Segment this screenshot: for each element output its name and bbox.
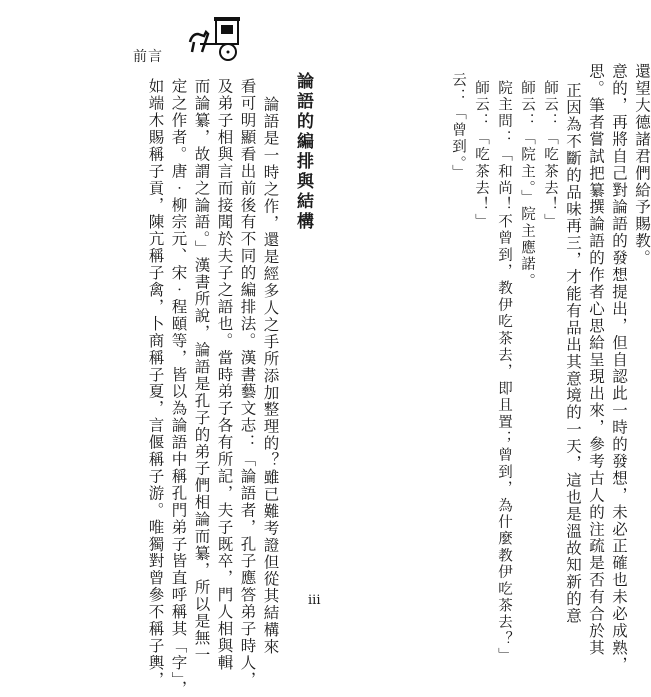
body-column: 如端木賜稱子貢，陳亢稱子禽，卜商稱子夏，言偃稱子游。唯獨對曾參不稱子輿， [146, 78, 165, 689]
body-column: 及弟子相與言而接聞於夫子之語也。當時弟子各有所記，夫子既卒，門人相與輯 [215, 78, 234, 672]
paragraph-column: 還望大德諸君們給予賜教。 [633, 63, 651, 267]
dialogue-line: 師云：「院主。」院主應諾。 [519, 80, 535, 290]
paragraph-column: 正因為不斷的品味再三，才能有品出其意境的一天，這也是溫故知新的意 [564, 82, 582, 625]
page-number: iii [308, 593, 321, 608]
paragraph-column: 思。筆者嘗試把纂撰論語的作者心思給呈現出來，參考古人的注疏是否有合於其 [587, 63, 605, 657]
body-column: 定之作者。唐‧柳宗元、宋‧程頤等，皆以為論語中稱孔門弟子皆直呼稱其「字」， [169, 78, 188, 697]
body-column: 論語是一時之作，還是經多人之手所添加整理的？雖已難考證但從其結構來 [261, 96, 280, 656]
section-heading: 論語的編排與結構 [293, 72, 313, 232]
body-column: 看可明顯看出前後有不同的編排法。漢書藝文志：「論語者，孔子應答弟子時人， [238, 78, 257, 689]
horse-carriage-icon [186, 12, 244, 64]
dialogue-line: 院主問：「和尚！不曾到，教伊吃茶去，即且置；曾到，為什麼教伊吃茶去？」 [496, 80, 512, 665]
body-column: 而論纂，故謂之論語。」漢書所說，論語是孔子的弟子們相論而纂，所以是無一 [192, 78, 211, 664]
dialogue-line: 師云：「吃茶去！」 [542, 80, 558, 231]
dialogue-line: 云：「曾到。」 [450, 72, 466, 182]
paragraph-column: 意的，再將自己對論語的發想提出，但自認此一時的發想，未必正確也未必成熟， [610, 63, 628, 674]
dialogue-line: 師云：「吃茶去！」 [473, 80, 489, 231]
chapter-title: 前言 [133, 49, 163, 65]
